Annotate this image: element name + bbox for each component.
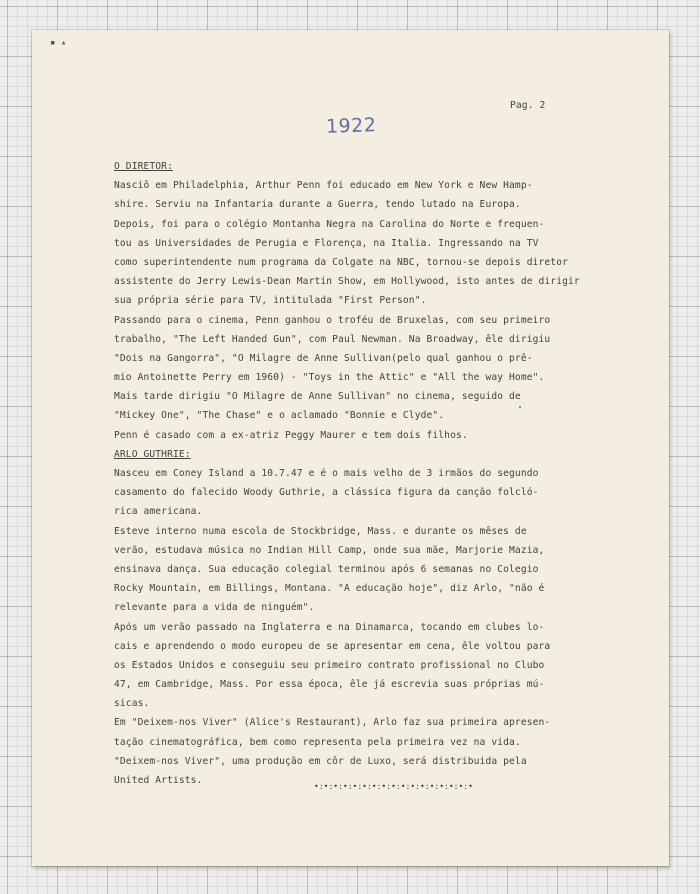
text-line: shire. Serviu na Infantaria durante a Guerra, tendo lutado na Europa.: [114, 199, 521, 211]
end-separator: •:•:•:•:•:•:•:•:•:•:•:•:•:•:•:•:•: [314, 782, 473, 791]
text-line: rica americana.: [114, 506, 203, 518]
text-line: Rocky Mountain, em Billings, Montana. "A educação hoje", diz Arlo, "não é: [114, 583, 545, 595]
text-line: ensinava dança. Sua educação colegial terminou após 6 semanas no Colegio: [114, 563, 539, 575]
handwritten-year-note: 1922: [325, 114, 377, 138]
text-line: mio Antoinette Perry em 1960) - "Toys in the Attic" e "All the way Home".: [114, 372, 545, 384]
text-line: verão, estudava música no Indian Hill Camp, onde sua mãe, Marjorie Mazia,: [114, 544, 545, 556]
text-line: Esteve interno numa escola de Stockbridge, Mass. e durante os mêses de: [114, 525, 527, 537]
text-line: trabalho, "The Left Handed Gun", com Paul Newman. Na Broadway, êle dirigiu: [114, 333, 551, 345]
text-line: Depois, foi para o colégio Montanha Negra na Carolina do Norte e frequen-: [114, 218, 545, 230]
section-heading: O DIRETOR:: [114, 161, 173, 172]
text-line: assistente do Jerry Lewis-Dean Martin Show, em Hollywood, isto antes de dirigir: [114, 276, 580, 288]
text-line: tou as Universidades de Perugia e Florença, na Italia. Ingressando na TV: [114, 237, 539, 249]
text-line: "Deixem-nos Viver", uma produção em côr de Luxo, será distribuida pela: [114, 755, 527, 767]
section-heading: ARLO GUTHRIE:: [114, 448, 191, 460]
text-line: "Dois na Gangorra", "O Milagre de Anne Sullivan(pelo qual ganhou o prê-: [114, 352, 533, 364]
text-line: tação cinematográfica, bem como representa pela primeira vez na vida.: [114, 736, 521, 748]
text-line: Passando para o cinema, Penn ganhou o troféu de Bruxelas, com seu primeiro: [114, 314, 551, 326]
text-line: sua própria série para TV, intitulada "First Person".: [114, 295, 427, 307]
text-line: casamento do falecido Woody Guthrie, a clássica figura da canção folcló-: [114, 487, 539, 499]
body-text: [114, 157, 580, 790]
text-line: United Artists.: [114, 775, 203, 786]
text-line: Nasceu em Coney Island a 10.7.47 e é o mais velho de 3 irmãos do segundo: [114, 468, 539, 479]
text-line: sicas.: [114, 698, 150, 710]
page-number: Pag. 2: [510, 100, 546, 111]
text-line: "Mickey One", "The Chase" e o aclamado "Bonnie e Clyde".: [114, 410, 445, 422]
text-line: relevante para a vida de ninguém".: [114, 602, 315, 614]
text-line: 47, em Cambridge, Mass. Por essa época, êle já escrevia suas próprias mú-: [114, 679, 545, 691]
text-line: os Estados Unidos e conseguiu seu primeiro contrato profissional no Clubo: [114, 659, 545, 671]
text-line: Após um verão passado na Inglaterra e na Dinamarca, tocando em clubes lo-: [114, 621, 545, 633]
text-line: cais e aprendendo o modo europeu de se apresentar em cena, êle voltou para: [114, 640, 551, 652]
text-line: Penn é casado com a ex-atriz Peggy Maurer e tem dois filhos.: [114, 429, 468, 441]
text-line: como superintendente num programa da Colgate na NBC, tornou-se depois diretor: [114, 256, 568, 268]
text-line: Em "Deixem-nos Viver" (Alice's Restaurant), Arlo faz sua primeira apresen-: [114, 717, 551, 729]
typewritten-page: [32, 30, 669, 866]
ink-dot-mark: [519, 406, 521, 408]
text-line: Nasciô em Philadelphia, Arthur Penn foi educado em New York e New Hamp-: [114, 180, 533, 192]
corner-mark: ▪ ▴: [50, 38, 67, 48]
text-line: Mais tarde dirigiu "O Milagre de Anne Sullivan" no cinema, seguido de: [114, 391, 521, 403]
